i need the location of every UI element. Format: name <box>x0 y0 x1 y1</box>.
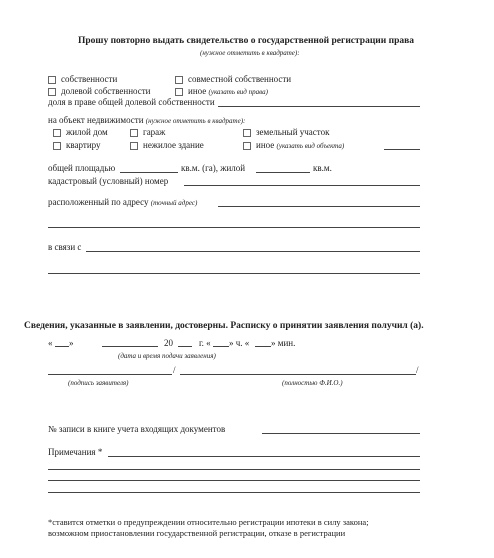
other-object-field[interactable] <box>384 149 420 150</box>
confirmation-text: Сведения, указанные в заявлении, достоверны. Расписку о принятии заявления получил (а). <box>24 321 424 331</box>
checkbox-icon <box>48 88 56 96</box>
reason-label: в связи с <box>48 242 82 252</box>
footnote-line-2: возможном приостановлении государственной регистрации, отказе в регистрации <box>48 528 346 538</box>
notes-field-2[interactable] <box>48 469 420 470</box>
datetime-hint: (дата и время подачи заявления) <box>118 352 216 360</box>
checkbox-joint[interactable] <box>175 74 291 85</box>
checkbox-shared[interactable] <box>48 86 151 97</box>
checkbox-icon <box>130 142 138 150</box>
registry-field[interactable] <box>262 433 420 434</box>
page-subtitle: (нужное отметить в квадрате): <box>200 49 300 57</box>
share-label: доля в праве общей долевой собственности <box>48 97 215 107</box>
year-prefix: 20 <box>164 338 173 348</box>
checkbox-label: гараж <box>143 127 166 137</box>
area-unit-1: кв.м. (га), жилой <box>181 163 246 173</box>
slash-1: / <box>173 365 176 375</box>
checkbox-hint: (указать вид объекта) <box>276 142 345 150</box>
checkbox-icon <box>48 76 56 84</box>
year-field[interactable] <box>178 346 192 347</box>
slash-2: / <box>416 365 419 375</box>
checkbox-icon <box>53 129 61 137</box>
checkbox-icon <box>243 142 251 150</box>
quote-open: « <box>48 338 53 348</box>
total-area-field[interactable] <box>120 172 178 173</box>
checkbox-label: собственности <box>61 74 118 84</box>
checkbox-other-object[interactable] <box>243 140 344 152</box>
checkbox-label: жилой дом <box>66 127 108 137</box>
checkbox-icon <box>130 129 138 137</box>
registry-label: № записи в книге учета входящих документов <box>48 424 226 434</box>
reason-field[interactable] <box>86 251 420 252</box>
month-field[interactable] <box>102 346 158 347</box>
total-area-label: общей площадью <box>48 163 116 173</box>
checkbox-label: земельный участок <box>256 127 330 137</box>
address-label: расположенный по адресу (точный адрес) <box>48 197 198 207</box>
notes-field[interactable] <box>108 456 420 457</box>
minutes-field[interactable] <box>255 346 271 347</box>
signature-field[interactable] <box>48 374 172 375</box>
checkbox-garage[interactable] <box>130 127 165 138</box>
checkbox-hint: (указать вид права) <box>208 88 268 96</box>
address-field[interactable] <box>218 206 420 207</box>
share-field[interactable] <box>218 106 420 107</box>
signature-hint: (подпись заявителя) <box>68 379 129 387</box>
hours-label: » ч. « <box>229 338 250 348</box>
footnote-line-1: *ставится отметки о предупреждении относительно регистрации ипотеки в силу закона; <box>48 517 369 527</box>
object-label: на объект недвижимости (нужное отметить в квадрате): <box>48 115 246 125</box>
day-field[interactable] <box>55 346 69 347</box>
notes-label: Примечания * <box>48 447 103 457</box>
checkbox-icon <box>175 76 183 84</box>
minutes-label: » мин. <box>271 338 296 348</box>
hours-field[interactable] <box>213 346 229 347</box>
checkbox-label: совместной собственности <box>188 74 292 84</box>
notes-field-3[interactable] <box>48 480 420 481</box>
checkbox-label: иное <box>188 86 207 96</box>
checkbox-icon <box>243 129 251 137</box>
checkbox-nonresidential[interactable] <box>130 140 204 151</box>
checkbox-icon <box>53 142 61 150</box>
fullname-field[interactable] <box>180 374 416 375</box>
quote-close: » <box>69 338 74 348</box>
checkbox-house[interactable] <box>53 127 108 138</box>
notes-field-4[interactable] <box>48 492 420 493</box>
checkbox-label: иное <box>256 140 275 150</box>
cadastral-field[interactable] <box>184 185 420 186</box>
checkbox-ownership[interactable] <box>48 74 117 85</box>
checkbox-icon <box>175 88 183 96</box>
checkbox-apartment[interactable] <box>53 140 101 151</box>
checkbox-land[interactable] <box>243 127 329 138</box>
page-title: Прошу повторно выдать свидетельство о государственной регистрации права <box>78 36 415 46</box>
area-unit-2: кв.м. <box>313 163 332 173</box>
checkbox-label: квартиру <box>66 140 101 150</box>
checkbox-label: долевой собственности <box>61 86 151 96</box>
cadastral-label: кадастровый (условный) номер <box>48 176 169 186</box>
reason-field-2[interactable] <box>48 273 420 274</box>
address-field-2[interactable] <box>48 227 420 228</box>
living-area-field[interactable] <box>256 172 310 173</box>
fullname-hint: (полностью Ф.И.О.) <box>282 379 343 387</box>
year-suffix: г. « <box>199 338 211 348</box>
checkbox-label: нежилое здание <box>143 140 204 150</box>
